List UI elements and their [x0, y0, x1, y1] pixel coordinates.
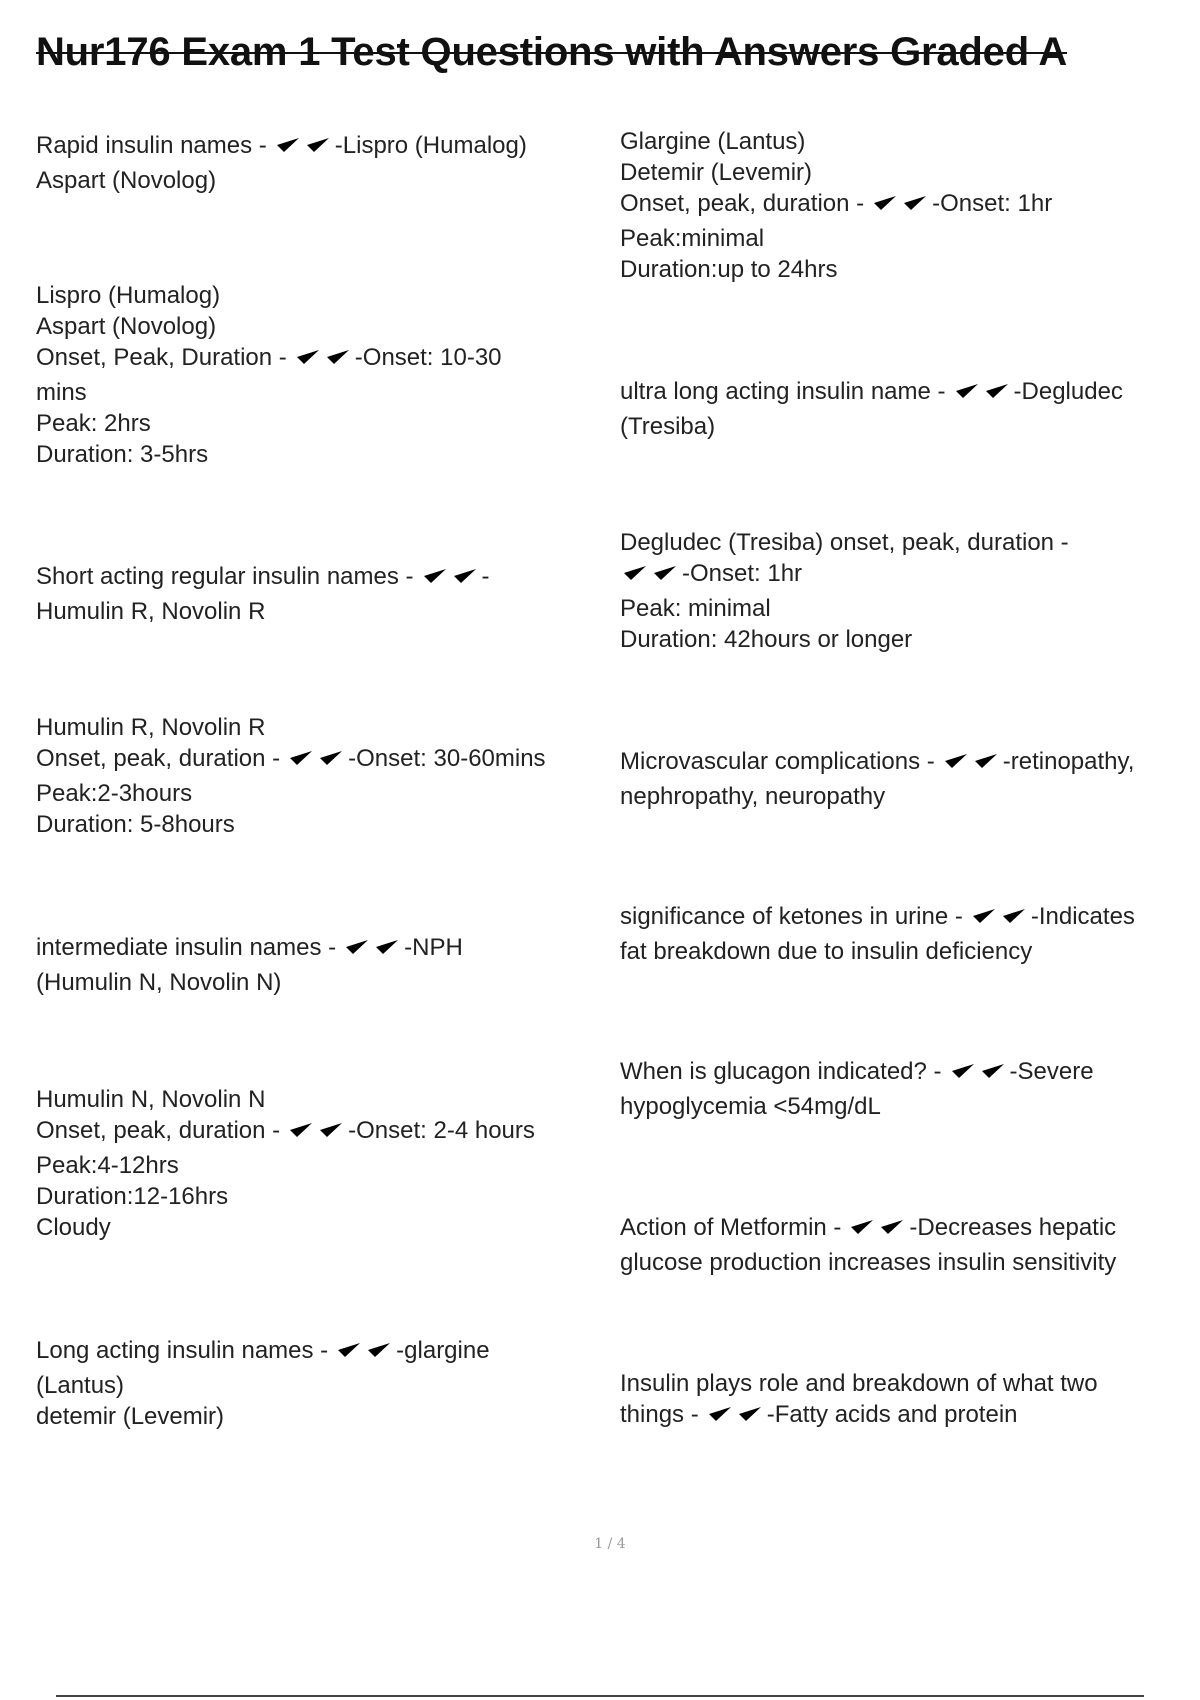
question-text: Onset, Peak, Duration - [36, 344, 287, 371]
answer-text: -Lispro (Humalog) [334, 132, 527, 159]
answer-text: nephropathy, neuropathy [620, 783, 886, 810]
answer-text: -Decreases hepatic [909, 1214, 1117, 1241]
flashcard-short-acting-names [36, 561, 596, 627]
answer-text: Aspart (Novolog) [36, 167, 217, 194]
question-text: When is glucagon indicated? - [620, 1058, 942, 1085]
double-check-icon [870, 191, 930, 223]
question-text: Action of Metformin - [620, 1214, 842, 1241]
question-text: Onset, peak, duration - [36, 1117, 281, 1144]
answer-text: Cloudy [36, 1214, 111, 1241]
question-text: Onset, peak, duration - [36, 745, 281, 772]
answer-text: -Onset: 1hr [682, 560, 803, 587]
answer-text: -Severe [1009, 1058, 1094, 1085]
flashcard-intermediate-names [36, 932, 596, 998]
question-text: Short acting regular insulin names - [36, 563, 414, 590]
answer-text: Duration: 3-5hrs [36, 441, 209, 468]
answer-text: fat breakdown due to insulin deficiency [620, 938, 1033, 965]
question-prefix: Humulin N, Novolin N [36, 1086, 266, 1113]
flashcard-long-acting-names [36, 1335, 596, 1432]
flashcard-degludec-onset [620, 527, 1190, 655]
question-text: ultra long acting insulin name - [620, 378, 946, 405]
question-text: Microvascular complications - [620, 748, 935, 775]
question-text: Rapid insulin names - [36, 132, 267, 159]
flashcard-microvascular-complications [620, 746, 1190, 812]
question-text: Insulin plays role and breakdown of what two [620, 1370, 1098, 1397]
question-prefix: Detemir (Levemir) [620, 159, 813, 186]
double-check-icon [705, 1402, 765, 1434]
answer-text: -NPH [404, 934, 463, 961]
answer-text: -Degludec [1013, 378, 1123, 405]
answer-text: Duration: 42hours or longer [620, 626, 913, 653]
answer-text: Peak: 2hrs [36, 410, 151, 437]
answer-text: Duration:up to 24hrs [620, 256, 838, 283]
question-text: Onset, peak, duration - [620, 190, 865, 217]
answer-text: -retinopathy, [1002, 748, 1135, 775]
answer-text: detemir (Levemir) [36, 1403, 225, 1430]
bottom-divider [56, 1695, 1144, 1697]
answer-text: - [481, 563, 490, 590]
flashcard-humulin-n-onset [36, 1084, 596, 1243]
double-check-icon [286, 746, 346, 778]
answer-text: -Fatty acids and protein [766, 1401, 1018, 1428]
question-prefix: Lispro (Humalog) [36, 282, 221, 309]
answer-text: -Onset: 2-4 hours [348, 1117, 535, 1144]
answer-text: hypoglycemia <54mg/dL [620, 1093, 881, 1120]
flashcard-glucagon-indicated [620, 1056, 1190, 1122]
flashcard-insulin-breakdown [620, 1368, 1190, 1434]
answer-text: -Onset: 10-30 [354, 344, 502, 371]
question-text: Long acting insulin names - [36, 1337, 329, 1364]
answer-text: Duration: 5-8hours [36, 811, 235, 838]
answer-text: -Onset: 30-60mins [348, 745, 546, 772]
flashcard-lispro-aspart-onset [36, 280, 596, 470]
double-check-icon [334, 1338, 394, 1370]
answer-text: (Humulin N, Novolin N) [36, 969, 282, 996]
double-check-icon [969, 904, 1029, 936]
answer-text: -Indicates [1030, 903, 1135, 930]
answer-text: (Lantus) [36, 1372, 125, 1399]
double-check-icon [286, 1118, 346, 1150]
answer-text: Humulin R, Novolin R [36, 598, 266, 625]
question-prefix: Glargine (Lantus) [620, 128, 806, 155]
answer-text: Peak:4-12hrs [36, 1152, 179, 1179]
flashcard-glargine-detemir-onset [620, 126, 1190, 285]
double-check-icon [342, 935, 402, 967]
double-check-icon [948, 1059, 1008, 1091]
question-text: intermediate insulin names - [36, 934, 337, 961]
double-check-icon [620, 561, 680, 593]
question-prefix: Aspart (Novolog) [36, 313, 217, 340]
answer-text: mins [36, 379, 87, 406]
flashcard-humulin-r-onset [36, 712, 596, 840]
answer-text: Peak:2-3hours [36, 780, 193, 807]
answer-text: -glargine [396, 1337, 490, 1364]
flashcard-rapid-insulin-names [36, 130, 596, 196]
question-text: significance of ketones in urine - [620, 903, 963, 930]
double-check-icon [941, 749, 1001, 781]
question-text: things - [620, 1401, 699, 1428]
question-text: Degludec (Tresiba) onset, peak, duration - [620, 529, 1069, 556]
double-check-icon [273, 133, 333, 165]
answer-text: Duration:12-16hrs [36, 1183, 229, 1210]
answer-text: Peak:minimal [620, 225, 765, 252]
document-title: Nur176 Exam 1 Test Questions with Answers Graded A [36, 30, 1068, 74]
double-check-icon [847, 1215, 907, 1247]
answer-text: (Tresiba) [620, 413, 716, 440]
answer-text: -Onset: 1hr [932, 190, 1053, 217]
answer-text: glucose production increases insulin sensitivity [620, 1249, 1117, 1276]
flashcard-ultra-long-name [620, 376, 1190, 442]
question-prefix: Humulin R, Novolin R [36, 714, 266, 741]
answer-text: Peak: minimal [620, 595, 771, 622]
double-check-icon [952, 379, 1012, 411]
page-number: 1 / 4 [594, 1536, 626, 1552]
double-check-icon [420, 564, 480, 596]
double-check-icon [293, 345, 353, 377]
flashcard-ketones-significance [620, 901, 1190, 967]
flashcard-metformin-action [620, 1212, 1190, 1278]
